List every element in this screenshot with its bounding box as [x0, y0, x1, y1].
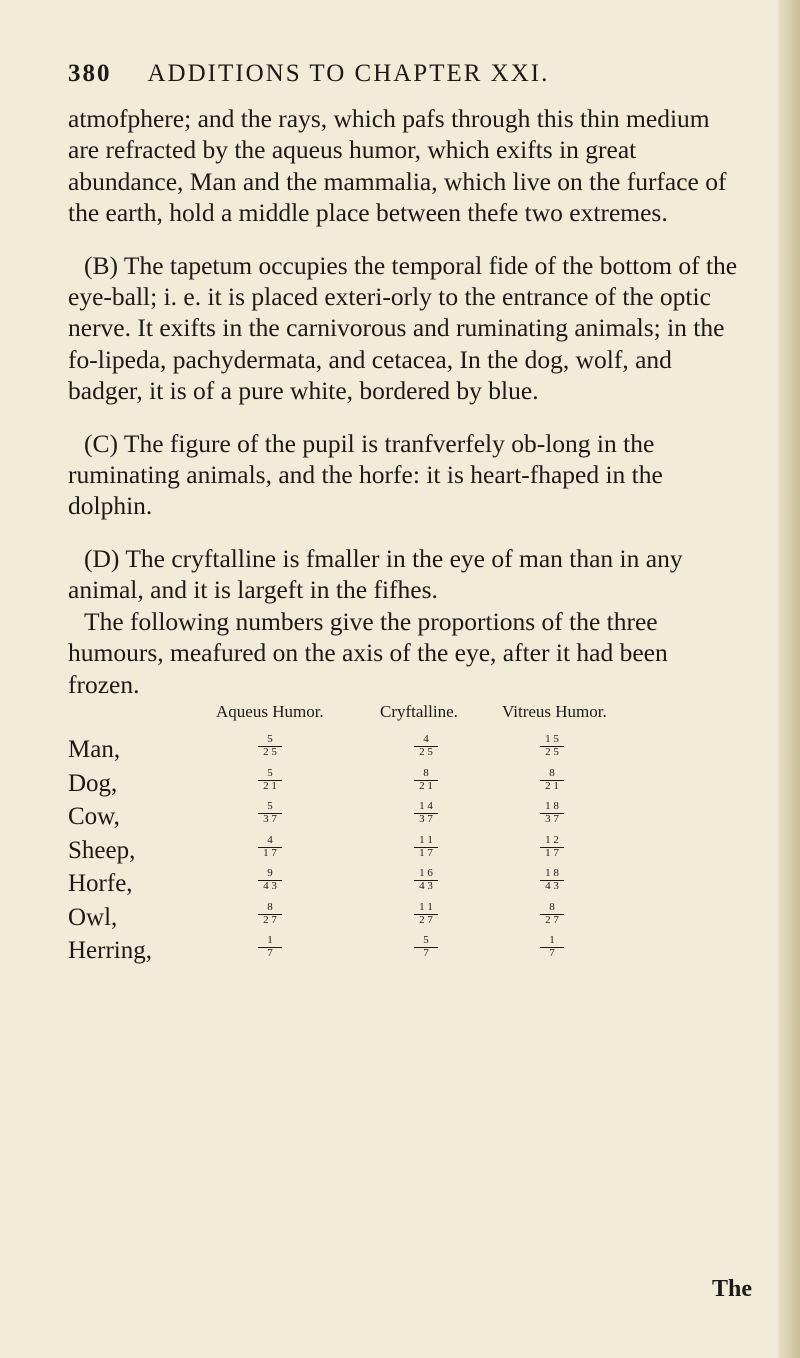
proportion-fraction	[250, 768, 290, 793]
fraction-denominator: 2 1	[545, 779, 559, 792]
fraction-denominator: 1 7	[419, 846, 433, 859]
fraction-denominator: 2 5	[263, 746, 277, 758]
proportion-fraction	[250, 902, 290, 927]
fraction-numerator: 4	[267, 833, 273, 846]
fraction-numerator: 1 1	[419, 833, 433, 846]
table-row	[68, 799, 768, 833]
proportion-fraction	[532, 902, 572, 927]
fraction-numerator: 8	[549, 766, 555, 779]
body-text	[68, 103, 740, 721]
column-header-aqueus: Aqueus Humor.	[216, 702, 324, 721]
table-body	[68, 732, 768, 967]
proportion-fraction	[406, 734, 446, 759]
proportion-fraction	[532, 734, 572, 759]
fraction-denominator: 2 7	[545, 913, 559, 926]
fraction-numerator: 1 8	[545, 800, 559, 812]
proportion-fraction	[250, 801, 290, 826]
proportion-fraction	[532, 768, 572, 793]
proportion-fraction	[406, 835, 446, 860]
fraction-denominator: 3 7	[263, 813, 277, 825]
table-row	[68, 766, 768, 800]
fraction-denominator: 2 7	[263, 913, 277, 926]
animal-name: Herring,	[68, 937, 152, 964]
page-number: 380	[68, 60, 112, 87]
fraction-denominator: 3 7	[419, 813, 433, 825]
fraction-numerator: 8	[267, 900, 273, 913]
animal-name: Man,	[68, 736, 121, 763]
animal-name: Dog,	[68, 769, 118, 797]
table-row	[68, 732, 768, 766]
fraction-denominator: 7	[267, 947, 273, 959]
fraction-numerator: 1 4	[419, 800, 433, 812]
fraction-numerator: 1 6	[419, 867, 433, 879]
fraction-numerator: 5	[267, 733, 273, 745]
fraction-denominator: 1 7	[263, 846, 277, 859]
fraction-denominator: 2 5	[545, 746, 559, 758]
fraction-denominator: 4 3	[545, 880, 559, 892]
animal-name: Owl,	[68, 903, 118, 931]
fraction-denominator: 7	[549, 947, 555, 959]
proportion-fraction	[250, 935, 290, 960]
running-header	[68, 60, 728, 88]
animal-name: Cow,	[68, 803, 120, 830]
fraction-denominator: 3 7	[545, 813, 559, 825]
fraction-numerator: 5	[267, 800, 273, 812]
catchword: The	[712, 1276, 753, 1302]
proportion-fraction	[250, 835, 290, 860]
page-edge-shadow	[778, 0, 800, 1358]
fraction-numerator: 1 8	[545, 867, 559, 879]
column-header-cryftalline: Cryftalline.	[380, 702, 458, 721]
table-row	[68, 833, 768, 867]
fraction-numerator: 8	[549, 900, 555, 913]
paragraph-continuation: atmofphere; and the rays, which pafs through this thin medium are refracted by the aqueus humor, which exifts in great abundance, Man and the mammalia, which live on the furface of the earth, hold a middle place between thefe two extremes.	[68, 104, 727, 228]
humours-proportion-table	[68, 702, 768, 967]
table-row	[68, 866, 768, 900]
paragraph-note-b: (B) The tapetum occupies the temporal fide of the bottom of the eye-ball; i. e. it is placed exteri-orly to the entrance of the optic nerve. It exifts in the carnivorous and ruminating animals; in the fo-lipeda, pachydermata, and cetacea, In the dog, wolf, and badger, it is of a pure white, bordered by blue.	[68, 250, 738, 406]
proportion-fraction	[250, 734, 290, 759]
table-header	[68, 702, 768, 732]
fraction-denominator: 2 1	[263, 779, 277, 792]
proportion-fraction	[532, 801, 572, 826]
fraction-denominator: 7	[423, 947, 429, 959]
animal-name: Horfe,	[68, 870, 133, 897]
fraction-denominator: 4 3	[419, 880, 433, 892]
fraction-denominator: 2 1	[419, 779, 433, 792]
proportion-fraction	[406, 768, 446, 793]
paragraph-note-d: (D) The cryftalline is fmaller in the eye of man than in any animal, and it is largeft in the fifhes.	[68, 543, 683, 605]
fraction-denominator: 4 3	[263, 880, 277, 892]
proportion-fraction	[532, 868, 572, 893]
column-header-vitreus: Vitreus Humor.	[502, 702, 607, 721]
proportion-fraction	[406, 868, 446, 893]
proportion-fraction	[250, 868, 290, 893]
paragraph-proportions-intro: The following numbers give the proportions of the three humours, meafured on the axis of the eye, after it had been frozen.	[68, 606, 668, 699]
paragraph-note-c: (C) The figure of the pupil is tranfverfely ob-long in the ruminating animals, and the horfe: it is heart-fhaped in the dolphin.	[68, 428, 663, 521]
fraction-denominator: 2 7	[419, 913, 433, 926]
proportion-fraction	[406, 935, 446, 960]
proportion-fraction	[532, 835, 572, 860]
fraction-numerator: 1	[267, 934, 273, 946]
animal-name: Sheep,	[68, 836, 136, 864]
fraction-numerator: 5	[423, 934, 429, 946]
fraction-numerator: 1 2	[545, 833, 559, 846]
proportion-fraction	[532, 935, 572, 960]
fraction-numerator: 1	[549, 934, 555, 946]
fraction-numerator: 1 1	[419, 900, 433, 913]
fraction-numerator: 9	[267, 867, 273, 879]
fraction-denominator: 1 7	[545, 846, 559, 859]
fraction-numerator: 1 5	[545, 733, 559, 745]
table-row	[68, 900, 768, 934]
fraction-denominator: 2 5	[419, 746, 433, 758]
fraction-numerator: 8	[423, 766, 429, 779]
fraction-numerator: 5	[267, 766, 273, 779]
fraction-numerator: 4	[423, 733, 429, 745]
proportion-fraction	[406, 801, 446, 826]
running-title: ADDITIONS TO CHAPTER XXI.	[147, 60, 550, 87]
proportion-fraction	[406, 902, 446, 927]
table-row	[68, 933, 768, 967]
